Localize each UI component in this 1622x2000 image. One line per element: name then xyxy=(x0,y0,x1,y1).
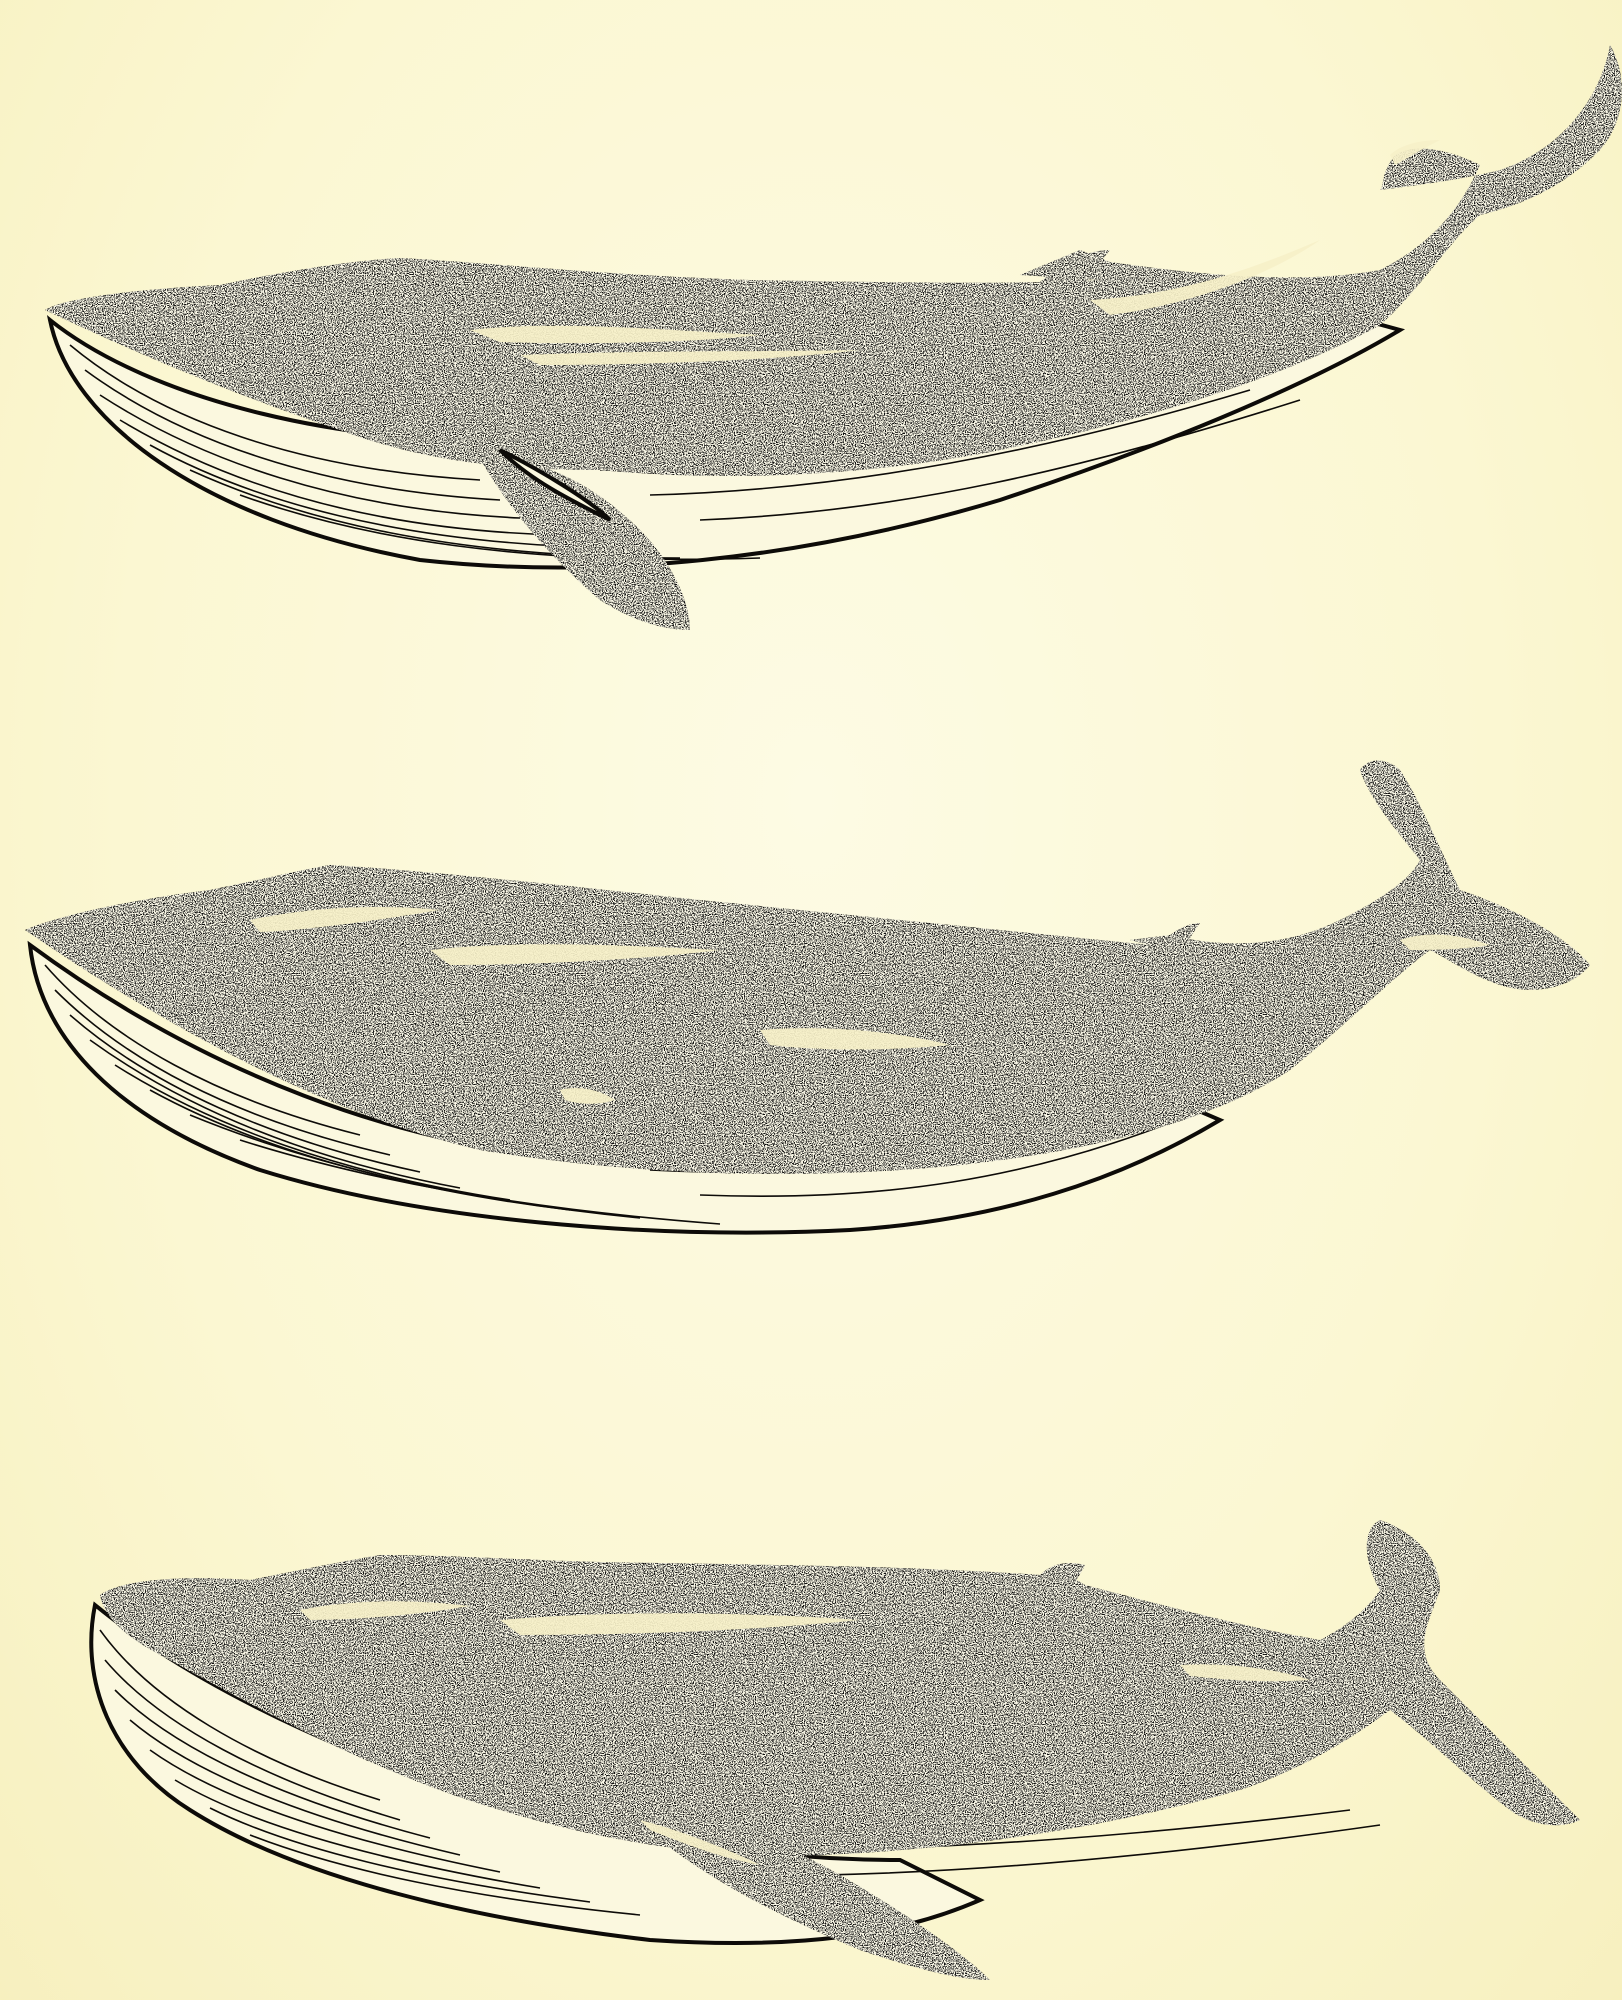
baleen-whale-slender-icon xyxy=(45,45,1622,630)
baleen-whale-stout-icon xyxy=(91,1520,1580,1980)
whale-bottom-illustration xyxy=(0,1380,1622,2000)
whale-middle-illustration xyxy=(0,740,1622,1300)
baleen-whale-icon xyxy=(25,761,1590,1233)
whale-top-illustration xyxy=(0,0,1622,660)
